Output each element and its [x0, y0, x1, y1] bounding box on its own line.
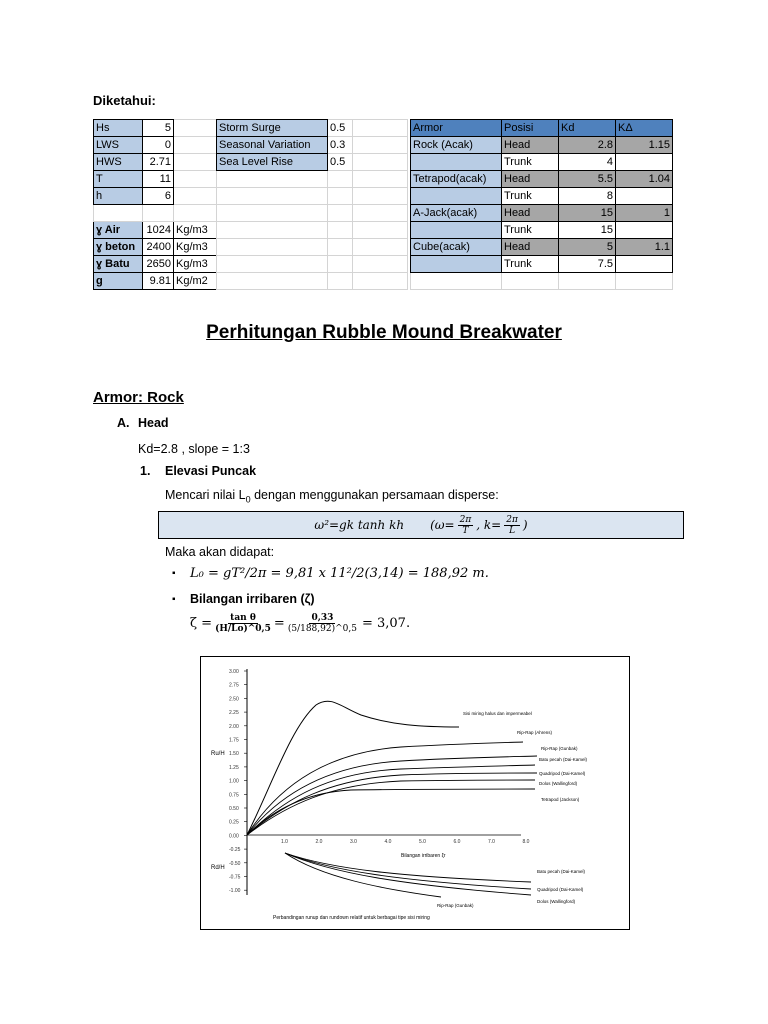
density-value: 2400 — [143, 239, 174, 256]
kdelta-cell: 1.15 — [616, 137, 673, 154]
y-tick-label: 0.25 — [229, 819, 239, 826]
param-label: LWS — [94, 137, 143, 154]
posisi-cell: Head — [502, 239, 559, 256]
posisi-cell: Trunk — [502, 222, 559, 239]
x-tick-label: 3.0 — [350, 839, 357, 845]
runup-chart — [201, 657, 629, 929]
table-row — [94, 188, 217, 205]
bullet-icon: ▪ — [172, 568, 176, 579]
y-tick-label: -1.00 — [229, 888, 241, 895]
kdelta-cell — [616, 188, 673, 205]
curve-riprap-gunbak — [247, 756, 537, 835]
kd-cell: 4 — [559, 154, 616, 171]
surge-label: Sea Level Rise — [217, 154, 328, 171]
posisi-cell: Trunk — [502, 256, 559, 273]
y-tick-label: 0.00 — [229, 833, 239, 840]
density-unit: Kg/m3 — [174, 222, 217, 239]
kdelta-cell — [616, 154, 673, 171]
y-tick-label: 2.75 — [229, 682, 239, 689]
armor-cell: Rock (Acak) — [411, 137, 502, 154]
kd-cell: 5 — [559, 239, 616, 256]
y-tick-label: 3.00 — [229, 669, 239, 675]
armor-heading: Armor: Rock — [93, 389, 184, 406]
density-unit: Kg/m3 — [174, 256, 217, 273]
param-label: h — [94, 188, 143, 205]
x-tick-label: 2.0 — [315, 839, 323, 845]
table-row — [94, 154, 217, 171]
table-row — [411, 256, 673, 273]
table-row — [411, 222, 673, 239]
runup-figure — [200, 656, 630, 930]
param-unit — [174, 120, 217, 137]
kdelta-cell: 1.1 — [616, 239, 673, 256]
param-unit — [174, 154, 217, 171]
table-row — [411, 137, 673, 154]
figure-caption: Perbandingan runup dan rundown relatif untuk berbagai tipe sisi miring — [273, 915, 430, 921]
density-value: 2650 — [143, 256, 174, 273]
y-tick-label: 1.75 — [229, 737, 239, 744]
posisi-cell: Trunk — [502, 188, 559, 205]
x-tick-label: 8.0 — [522, 839, 530, 845]
kd-cell: 5.5 — [559, 171, 616, 188]
rd-label-riprap: Rip-Rap (Gunbak) — [437, 903, 474, 908]
y-tick-label: 1.50 — [229, 751, 239, 758]
ylabel-rd: Rd/H — [211, 865, 225, 871]
dispersion-equation-box: ω²=gk tanh kh (ω= $\frac{2\pi}{T}$ , k= $\frac{2\pi}{L}$ ) — [158, 511, 684, 539]
param-value: 6 — [143, 188, 174, 205]
table-header-row — [411, 120, 673, 137]
x-tick-label: 5.0 — [419, 839, 426, 845]
kdelta-cell: 1.04 — [616, 171, 673, 188]
label-tetrapod: Tetrapod (Jackson) — [541, 797, 580, 802]
L0-equation: L₀ = gT²/2π = 9,81 x 11²/2(3,14) = 188,92 m. — [190, 566, 489, 581]
rd-label-quadripod: Quadripod (Dai-Kamel) — [537, 887, 584, 892]
y-tick-label: 2.25 — [229, 710, 239, 717]
label-smooth: Sisi miring halus dan impermeabel — [463, 711, 532, 716]
header-armor: Armor — [411, 120, 502, 137]
density-label: ɣ Batu — [94, 256, 143, 273]
armor-table — [410, 119, 673, 290]
density-label: ɣ Air — [94, 222, 143, 239]
kdelta-cell — [616, 256, 673, 273]
rd-label-batu: Batu pecah (Dai-Kamel) — [537, 869, 586, 874]
table-row — [94, 205, 217, 222]
x-tick-label: 1.0 — [281, 839, 288, 845]
armor-cell — [411, 188, 502, 205]
table-row — [94, 171, 217, 188]
posisi-cell: Head — [502, 205, 559, 222]
label-riprap-ahrens: Rip-Rap (Ahrens) — [517, 730, 553, 735]
armor-cell — [411, 154, 502, 171]
surge-value: 0.5 — [328, 120, 353, 137]
table-row — [94, 137, 217, 154]
table-row — [217, 120, 408, 137]
curve-riprap-ahrens — [247, 742, 523, 835]
xlabel: Bilangan irribaren ξr — [401, 853, 446, 859]
armor-cell: A-Jack(acak) — [411, 205, 502, 222]
armor-cell — [411, 222, 502, 239]
surge-table — [216, 119, 408, 290]
param-value: 2.71 — [143, 154, 174, 171]
params-table — [93, 119, 217, 290]
surge-label: Seasonal Variation — [217, 137, 328, 154]
label-quadripod: Quadripod (Dai-Kamel) — [539, 771, 586, 776]
table-row — [217, 137, 408, 154]
bullet-icon: ▪ — [172, 594, 176, 605]
posisi-cell: Head — [502, 171, 559, 188]
armor-cell: Tetrapod(acak) — [411, 171, 502, 188]
table-row — [411, 239, 673, 256]
y-tick-label: 1.25 — [229, 764, 239, 771]
table-row — [94, 273, 217, 290]
curve-tetrapod — [247, 789, 535, 835]
param-unit — [174, 188, 217, 205]
table-row — [94, 239, 217, 256]
param-label: Hs — [94, 120, 143, 137]
param-unit — [174, 137, 217, 154]
param-unit — [174, 171, 217, 188]
y-tick-label: 2.50 — [229, 696, 239, 703]
section-1-number: 1. — [140, 464, 151, 478]
curve-dolos — [247, 780, 535, 835]
density-value: 9.81 — [143, 273, 174, 290]
label-riprap-gunbak: Rip-Rap (Gunbak) — [541, 746, 578, 751]
result-intro: Maka akan didapat: — [165, 545, 275, 559]
table-row — [411, 205, 673, 222]
header-posisi: Posisi — [502, 120, 559, 137]
y-tick-label: 0.50 — [229, 806, 239, 812]
section-a-number: A. — [117, 416, 130, 430]
y-tick-label: 0.75 — [229, 792, 239, 799]
section-a-title: Head — [138, 416, 169, 430]
posisi-cell: Head — [502, 137, 559, 154]
kd-cell: 7.5 — [559, 256, 616, 273]
dispersion-equation: ω²=gk tanh kh — [314, 518, 405, 532]
rd-label-dolos: Dolos (Wallingford) — [537, 899, 576, 904]
iribarren-equation: ζ = $\frac{\text{tan θ}}{(H/Lo)\^{}0,5}$ = $\frac{0,33}{(5/188,92)\^{}0,5}$ = 3,07. — [190, 613, 411, 634]
dispersion-intro: Mencari nilai $L_0$ dengan menggunakan persamaan disperse: — [165, 488, 499, 505]
y-tick-label: 1.00 — [229, 778, 239, 785]
y-tick-label: -0.25 — [229, 847, 241, 854]
header-kdelta: KΔ — [616, 120, 673, 137]
table-row — [94, 256, 217, 273]
y-tick-label: -0.75 — [229, 874, 241, 881]
ylabel-ru: Ru/H — [211, 751, 225, 757]
table-row — [94, 222, 217, 239]
density-unit: Kg/m2 — [174, 273, 217, 290]
kd-slope-line: Kd=2.8 , slope = 1:3 — [138, 442, 250, 456]
armor-cell — [411, 256, 502, 273]
table-row — [411, 188, 673, 205]
density-label: g — [94, 273, 143, 290]
rundown-dolos — [285, 853, 531, 895]
param-value: 0 — [143, 137, 174, 154]
kd-cell: 15 — [559, 205, 616, 222]
kdelta-cell: 1 — [616, 205, 673, 222]
density-label: ɣ beton — [94, 239, 143, 256]
x-tick-label: 4.0 — [384, 839, 392, 845]
param-value: 11 — [143, 171, 174, 188]
label-dolos: Dolos (Wallingford) — [539, 781, 578, 786]
param-label: T — [94, 171, 143, 188]
x-tick-label: 7.0 — [488, 839, 495, 845]
page-title: Perhitungan Rubble Mound Breakwater — [206, 322, 562, 343]
curve-quadripod — [247, 773, 537, 835]
surge-label: Storm Surge — [217, 120, 328, 137]
header-kd: Kd — [559, 120, 616, 137]
density-unit: Kg/m3 — [174, 239, 217, 256]
kd-cell: 2.8 — [559, 137, 616, 154]
kd-cell: 8 — [559, 188, 616, 205]
label-batu-pecah: Batu pecah (Dai-Kamel) — [539, 757, 588, 762]
density-value: 1024 — [143, 222, 174, 239]
section-1-title: Elevasi Puncak — [165, 464, 257, 478]
param-value: 5 — [143, 120, 174, 137]
surge-value: 0.3 — [328, 137, 353, 154]
table-row — [411, 154, 673, 171]
surge-value: 0.5 — [328, 154, 353, 171]
table-row — [411, 171, 673, 188]
y-tick-label: -0.50 — [229, 860, 241, 867]
param-label: HWS — [94, 154, 143, 171]
y-tick-label: 2.00 — [229, 723, 239, 730]
armor-cell: Cube(acak) — [411, 239, 502, 256]
posisi-cell: Trunk — [502, 154, 559, 171]
table-row — [94, 120, 217, 137]
iribarren-label: Bilangan irribaren (ζ) — [190, 592, 315, 606]
table-row — [217, 154, 408, 171]
kd-cell: 15 — [559, 222, 616, 239]
given-title: Diketahui: — [93, 93, 156, 108]
x-tick-label: 6.0 — [453, 839, 461, 845]
kdelta-cell — [616, 222, 673, 239]
